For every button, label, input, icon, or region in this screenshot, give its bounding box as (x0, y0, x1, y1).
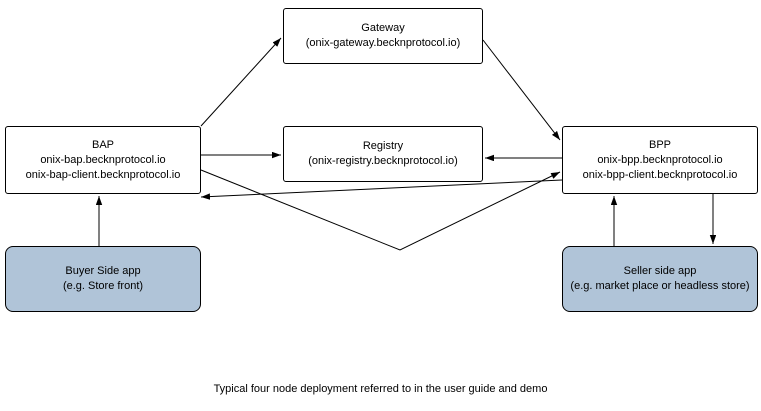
edge-bpp-to-bap (201, 180, 562, 197)
node-seller-app-title: Seller side app (623, 265, 697, 277)
node-gateway[interactable] (283, 8, 483, 64)
diagram-caption: Typical four node deployment referred to in the user guide and demo (213, 383, 548, 395)
node-gateway-subtitle: (onix-gateway.becknprotocol.io) (305, 37, 461, 49)
node-buyer-app-title: Buyer Side app (65, 265, 141, 277)
node-bpp-host: onix-bpp.becknprotocol.io (597, 153, 723, 166)
edge-bap-to-gateway (201, 38, 281, 126)
node-bap[interactable] (5, 126, 201, 194)
node-buyer-app-subtitle: (e.g. Store front) (62, 280, 144, 292)
node-bap-title: BAP (91, 138, 114, 151)
node-bpp-client-host: onix-bpp-client.becknprotocol.io (582, 168, 738, 181)
node-buyer-app[interactable] (5, 246, 201, 312)
node-bpp-title: BPP (648, 138, 671, 151)
node-gateway-title: Gateway (361, 22, 405, 34)
node-seller-app[interactable] (562, 246, 758, 312)
node-bap-host: onix-bap.becknprotocol.io (40, 153, 166, 166)
node-seller-app-subtitle: (e.g. market place or headless store) (570, 280, 750, 292)
edge-bap-to-bpp (201, 170, 560, 250)
node-registry-title: Registry (362, 140, 404, 152)
node-bpp[interactable] (562, 126, 758, 194)
node-registry[interactable] (283, 126, 483, 182)
edge-gateway-to-bpp (483, 40, 560, 140)
node-registry-subtitle: (onix-registry.becknprotocol.io) (308, 155, 458, 167)
node-bap-client-host: onix-bap-client.becknprotocol.io (25, 168, 181, 181)
